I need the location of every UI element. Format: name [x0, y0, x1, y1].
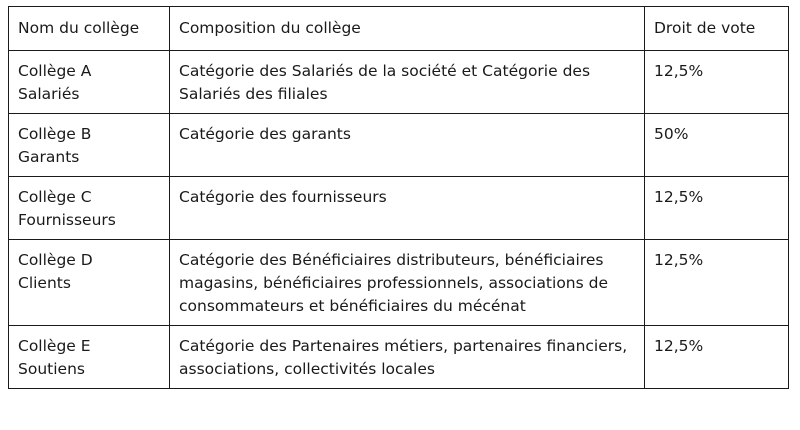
header-college-composition: Composition du collège	[170, 7, 645, 51]
voting-right-cell: 12,5%	[645, 177, 789, 240]
college-table	[8, 6, 789, 389]
college-composition-cell: Catégorie des Partenaires métiers, partenaires financiers, associations, collectivités locales	[170, 326, 645, 389]
header-college-name: Nom du collège	[9, 7, 170, 51]
table-row	[9, 114, 789, 177]
header-voting-right: Droit de vote	[645, 7, 789, 51]
college-name-line1: Collège B	[18, 125, 92, 143]
college-composition-cell: Catégorie des fournisseurs	[170, 177, 645, 240]
college-name-line1: Collège A	[18, 62, 92, 80]
college-name-cell	[9, 51, 170, 114]
college-name-cell	[9, 177, 170, 240]
college-name-cell	[9, 240, 170, 326]
table-row	[9, 177, 789, 240]
college-name-line2: Soutiens	[18, 360, 85, 378]
college-name-line1: Collège D	[18, 251, 93, 269]
college-name-line2: Fournisseurs	[18, 211, 116, 229]
table-header-row	[9, 7, 789, 51]
college-name-cell	[9, 326, 170, 389]
college-name-line2: Salariés	[18, 85, 80, 103]
college-composition-cell: Catégorie des garants	[170, 114, 645, 177]
college-name-line2: Garants	[18, 148, 80, 166]
college-name-cell	[9, 114, 170, 177]
table-row	[9, 240, 789, 326]
college-name-line2: Clients	[18, 274, 71, 292]
voting-right-cell: 12,5%	[645, 326, 789, 389]
table-row	[9, 326, 789, 389]
college-composition-cell: Catégorie des Bénéficiaires distributeurs, bénéficiaires magasins, bénéficiaires professionnels, associations de consommateurs et bénéficiaires du mécénat	[170, 240, 645, 326]
voting-right-cell: 12,5%	[645, 240, 789, 326]
college-composition-cell: Catégorie des Salariés de la société et Catégorie des Salariés des filiales	[170, 51, 645, 114]
table-row	[9, 51, 789, 114]
college-name-line1: Collège E	[18, 337, 91, 355]
voting-right-cell: 50%	[645, 114, 789, 177]
college-name-line1: Collège C	[18, 188, 92, 206]
voting-right-cell: 12,5%	[645, 51, 789, 114]
